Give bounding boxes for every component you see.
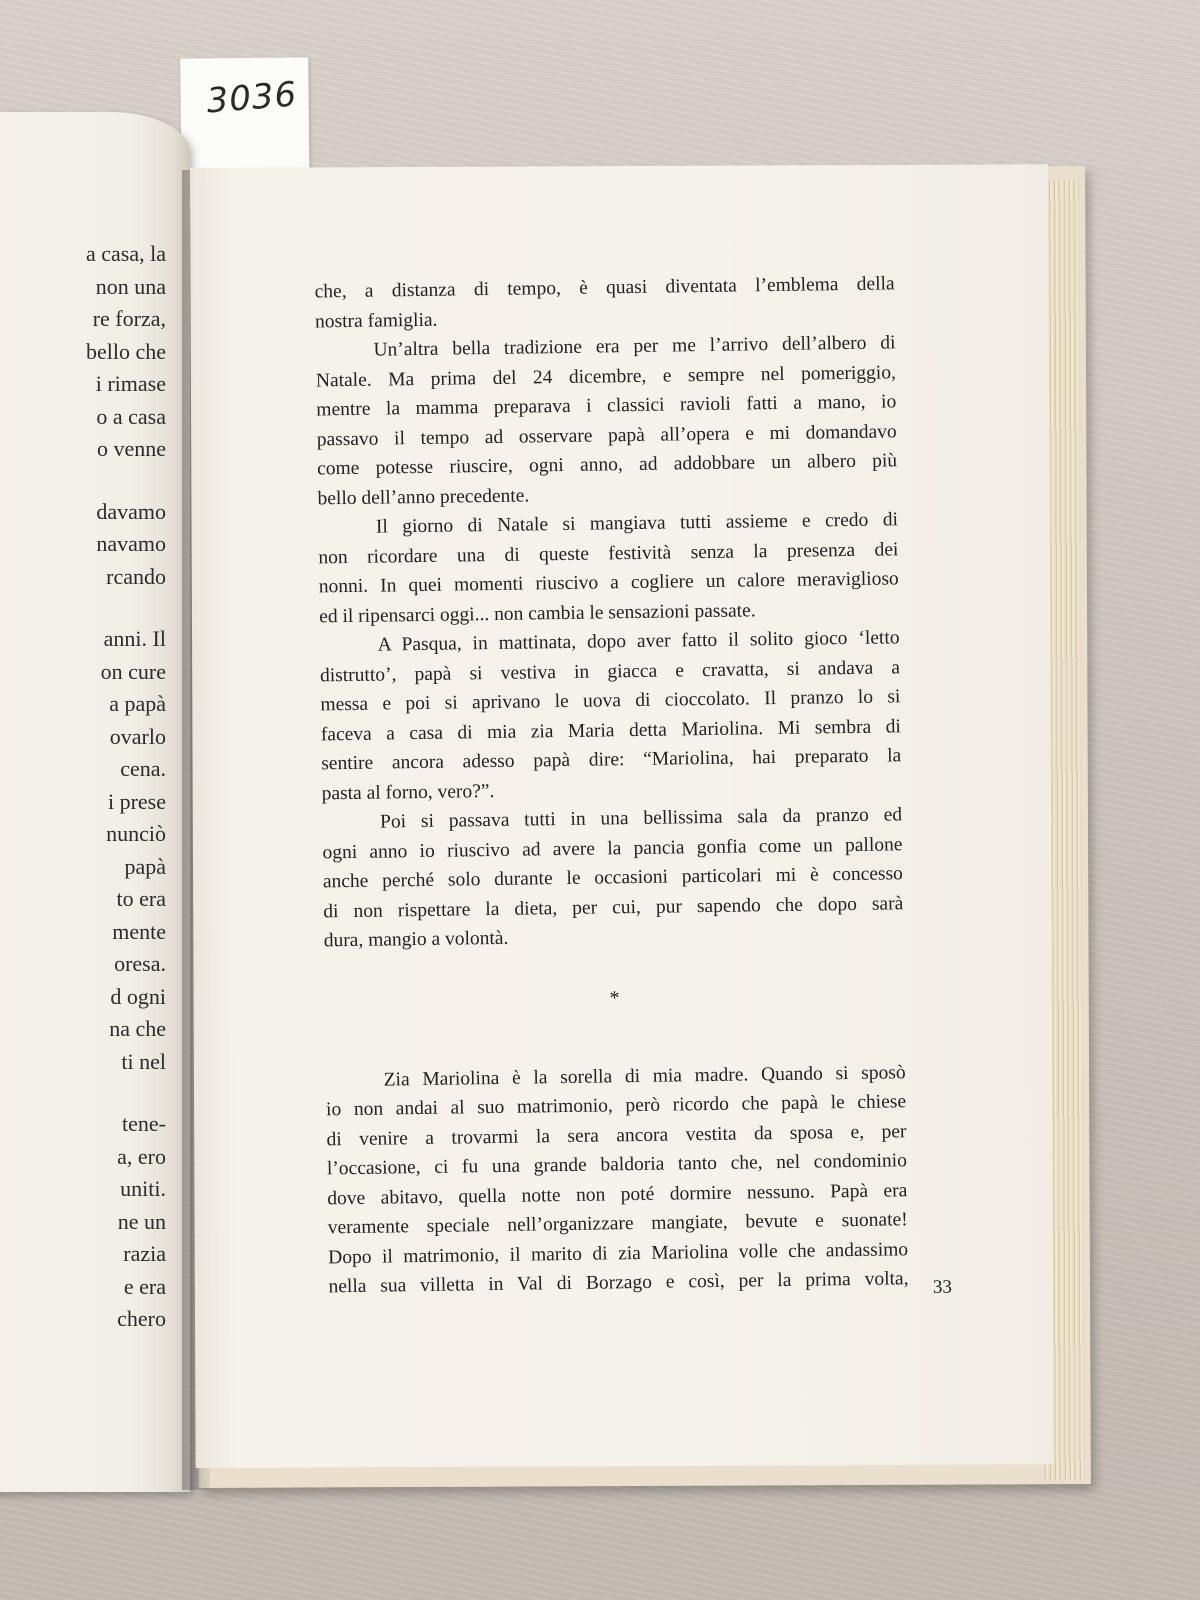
text-line: faceva a casa di mia zia Maria detta Mariolina. Mi sembra di: [320, 715, 901, 745]
left-page-line: mente: [112, 918, 166, 944]
text-line: come potesse riuscire, ogni anno, ad addobbare un albero più: [317, 450, 898, 480]
text-line: dura, mangio a volontà.: [323, 927, 509, 952]
paragraph: [322, 800, 904, 956]
paragraph: [318, 505, 900, 631]
text-line: Poi si passava tutti in una bellissima sala da pranzo ed: [379, 804, 903, 833]
left-page-text: [86, 238, 166, 1336]
left-page-line: navamo: [96, 531, 166, 556]
left-page-line: non una: [95, 273, 166, 299]
paragraph: [319, 623, 901, 808]
left-page-line: a, ero: [117, 1143, 166, 1169]
text-line: ogni anno io riuscivo ad avere la pancia gonfia come un pallone: [322, 833, 903, 863]
handwritten-inventory-number: 3036: [205, 74, 299, 122]
text-line: non ricordare una di queste festività senza la presenza dei: [318, 538, 899, 568]
section-break: *: [609, 986, 620, 1009]
text-line: dove abitavo, quella notte non poté dormire nessuno. Papà era: [327, 1179, 908, 1209]
left-page-line: na che: [109, 1016, 166, 1041]
left-page-line: davamo: [96, 498, 166, 524]
text-line: bello dell’anno precedente.: [317, 484, 530, 509]
left-page-line: oresa.: [114, 951, 166, 976]
right-page-text: [314, 269, 908, 1301]
text-line: l’occasione, ci fu una grande baldoria tanto che, nel condominio: [326, 1150, 908, 1180]
text-line: io non andai al suo matrimonio, però ricordo che papà le chiese: [325, 1091, 907, 1121]
text-line: Natale. Ma prima del 24 dicembre, e sempre nel pomeriggio,: [315, 361, 897, 391]
text-line: nella sua villetta in Val di Borzago e così, per la prima volta,: [328, 1268, 909, 1298]
text-line: nostra famiglia.: [314, 309, 438, 332]
left-page-line: razia: [123, 1241, 166, 1266]
left-page-line: a papà: [109, 691, 166, 716]
left-page-line: d ogni: [110, 983, 166, 1009]
left-page-line: chero: [117, 1306, 166, 1331]
paragraph: [315, 328, 897, 513]
text-line: veramente speciale nell’organizzare mangiate, bevute e suonate!: [327, 1209, 908, 1239]
text-line: Il giorno di Natale si mangiava tutti assieme e credo di: [375, 509, 899, 538]
left-page-line: o a casa: [96, 403, 166, 429]
text-line: sentire ancora adesso papà dire: “Mariolina, hai preparato la: [321, 745, 902, 775]
text-line: A Pasqua, in mattinata, dopo aver fatto il solito gioco ‘letto: [377, 627, 900, 656]
left-page-line: re forza,: [92, 306, 166, 331]
text-line: passavo il tempo ad osservare papà all’opera e mi domandavo: [316, 420, 897, 450]
left-page-line: ti nel: [121, 1048, 166, 1074]
text-line: mentre la mamma preparava i classici ravioli fatti a mano, io: [316, 391, 897, 421]
left-page-line: bello che: [85, 338, 166, 364]
text-line: messa e poi si aprivano le uova di cioccolato. Il pranzo lo si: [320, 686, 901, 716]
left-page-line: to era: [116, 886, 166, 911]
text-line: pasta al forno, vero?”.: [321, 780, 495, 804]
left-page-line: on cure: [100, 658, 166, 684]
text-line: di venire a trovarmi la sera ancora vestita da sposa e, per: [326, 1120, 907, 1150]
section-spacer: [325, 1010, 906, 1066]
left-page-line: e era: [123, 1273, 166, 1299]
left-page-line: nunciò: [106, 821, 166, 846]
left-page-line: rcando: [106, 563, 166, 589]
left-page-line: i prese: [107, 788, 166, 814]
text-line: distrutto’, papà si vestiva in giacca e cravatta, si andava a: [319, 656, 901, 686]
left-page-line: ne un: [117, 1208, 166, 1234]
text-line: ed il ripensarci oggi... non cambia le sensazioni passate.: [319, 599, 756, 627]
page-number: 33: [932, 1276, 953, 1298]
text-line: nonni. In quei momenti riuscivo a cogliere un calore meraviglioso: [318, 568, 899, 598]
text-line: Dopo il matrimonio, il marito di zia Mariolina volle che andassimo: [328, 1238, 909, 1268]
left-page-line: a casa, la: [86, 241, 166, 266]
left-page-line: ovarlo: [109, 723, 166, 749]
left-page-line: cena.: [120, 756, 166, 781]
text-line: Zia Mariolina è la sorella di mia madre. Quando si sposò: [383, 1061, 906, 1091]
text-line: anche perché solo durante le occasioni particolari mi è concesso: [322, 863, 904, 893]
paragraph: [325, 1058, 908, 1302]
text-line: di non rispettare la dieta, per cui, pur sapendo che dopo sarà: [323, 892, 904, 922]
right-page: [190, 164, 1054, 1468]
left-page-line: papà: [124, 853, 166, 879]
left-page-line: uniti.: [120, 1176, 166, 1201]
left-page-line: o venne: [96, 436, 166, 461]
text-line: Un’altra bella tradizione era per me l’arrivo dell’albero di: [373, 332, 896, 361]
paragraph: [314, 269, 895, 336]
text-line: che, a distanza di tempo, è quasi diventata l’emblema della: [314, 273, 895, 303]
left-page-line: anni. Il: [103, 626, 166, 651]
left-page-line: i rimase: [95, 371, 166, 396]
left-page: [0, 112, 190, 1492]
left-page-line: tene-: [122, 1111, 166, 1136]
